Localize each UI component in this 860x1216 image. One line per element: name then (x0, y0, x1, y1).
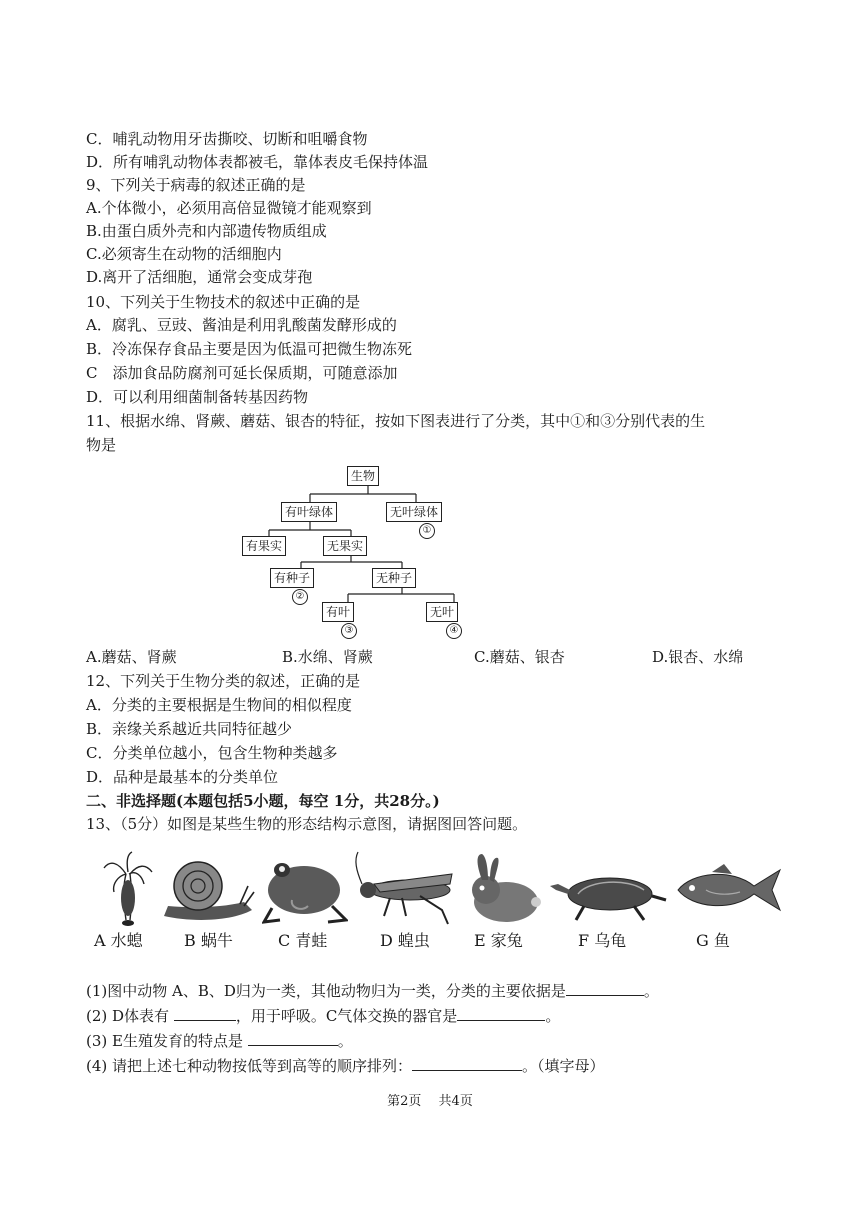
marker-4: ④ (446, 623, 462, 639)
question-10-option-a: A．腐乳、豆豉、酱油是利用乳酸菌发酵形成的 (86, 316, 397, 334)
q11-option-a: A.蘑菇、肾蕨 (86, 648, 177, 666)
frog-illustration (262, 850, 348, 928)
marker-3: ③ (341, 623, 357, 639)
sub-question-4 (86, 1055, 605, 1077)
locust-illustration (350, 850, 460, 928)
node-has-seed: 有种子 (270, 568, 314, 588)
node-no-seed: 无种子 (372, 568, 416, 588)
question-12-option-d: D．品种是最基本的分类单位 (86, 768, 279, 786)
question-12-option-a: A．分类的主要根据是生物间的相似程度 (86, 696, 352, 714)
classification-tree (234, 456, 494, 642)
q11-option-c: C.蘑菇、银杏 (474, 648, 565, 666)
caption-g-fish: G 鱼 (696, 931, 730, 950)
marker-1: ① (419, 523, 435, 539)
caption-c-frog: C 青蛙 (278, 931, 328, 950)
node-has-leaf: 有叶 (322, 602, 354, 622)
question-9-option-c: C.必须寄生在动物的活细胞内 (86, 245, 282, 263)
sub-question-3-text: (3) E生殖发育的特点是 (86, 1032, 243, 1050)
sub-question-2 (86, 1005, 560, 1027)
node-has-chlorophyll: 有叶绿体 (281, 502, 337, 522)
sub-question-2-mid: ，用于呼吸。C气体交换的器官是 (235, 1007, 458, 1025)
animal-illustrations (92, 850, 782, 930)
question-9-option-b: B.由蛋白质外壳和内部遗传物质组成 (86, 222, 327, 240)
sub-question-2-text: (2) D体表有 (86, 1007, 170, 1025)
fish-illustration (672, 850, 782, 928)
line-c-mammal-teeth: C．哺乳动物用牙齿撕咬、切断和咀嚼食物 (86, 130, 368, 148)
question-12-option-c: C．分类单位越小，包含生物种类越多 (86, 744, 338, 762)
node-has-fruit: 有果实 (242, 536, 286, 556)
question-12-option-b: B．亲缘关系越近共同特征越少 (86, 720, 293, 738)
question-9-option-a: A.个体微小，必须用高倍显微镜才能观察到 (86, 199, 372, 217)
question-11-cont: 物是 (86, 436, 117, 454)
question-10-option-c: C 添加食品防腐剂可延长保质期，可随意添加 (86, 364, 398, 382)
caption-b-snail: B 蜗牛 (184, 931, 233, 950)
caption-a-hydra: A 水螅 (94, 931, 143, 950)
caption-e-rabbit: E 家兔 (474, 931, 523, 950)
sub-question-3-end: 。 (337, 1032, 353, 1050)
hydra-illustration (96, 850, 156, 928)
question-10: 10、下列关于生物技术的叙述中正确的是 (86, 293, 361, 311)
question-10-option-d: D．可以利用细菌制备转基因药物 (86, 388, 309, 406)
sub-question-1 (86, 980, 659, 1002)
caption-d-locust: D 蝗虫 (380, 931, 430, 950)
q11-option-b: B.水绵、肾蕨 (282, 648, 373, 666)
node-no-leaf: 无叶 (426, 602, 458, 622)
question-12: 12、下列关于生物分类的叙述，正确的是 (86, 672, 361, 690)
question-9-option-d: D.离开了活细胞，通常会变成芽孢 (86, 268, 313, 286)
node-no-fruit: 无果实 (323, 536, 367, 556)
line-d-mammal-fur: D．所有哺乳动物体表都被毛，靠体表皮毛保持体温 (86, 153, 429, 171)
question-10-option-b: B．冷冻保存食品主要是因为低温可把微生物冻死 (86, 340, 413, 358)
turtle-illustration (548, 850, 668, 928)
answer-blank-1[interactable] (566, 981, 644, 996)
rabbit-illustration (464, 850, 544, 928)
sub-question-1-end: 。 (643, 982, 659, 1000)
sub-question-2-end: 。 (545, 1007, 561, 1025)
page-footer: 第2页 共4页 (387, 1094, 473, 1109)
question-11: 11、根据水绵、肾蕨、蘑菇、银杏的特征，按如下图表进行了分类，其中①和③分别代表的生 (86, 412, 706, 430)
answer-blank-2[interactable] (174, 1006, 236, 1021)
answer-blank-5[interactable] (412, 1056, 522, 1071)
sub-question-3 (86, 1030, 353, 1052)
sub-question-1-text: (1)图中动物 A、B、D归为一类，其他动物归为一类，分类的主要依据是 (86, 982, 566, 1000)
node-no-chlorophyll: 无叶绿体 (386, 502, 442, 522)
marker-2: ② (292, 589, 308, 605)
question-13: 13、（5分）如图是某些生物的形态结构示意图，请据图回答问题。 (86, 815, 528, 833)
q11-option-d: D.银杏、水绵 (652, 648, 744, 666)
sub-question-4-text: (4) 请把上述七种动物按低等到高等的顺序排列： (86, 1057, 413, 1075)
sub-question-4-end: 。（填字母） (522, 1057, 605, 1075)
answer-blank-3[interactable] (457, 1006, 545, 1021)
question-9: 9、下列关于病毒的叙述正确的是 (86, 176, 306, 194)
section-2-heading: 二、非选择题(本题包括5小题，每空 1分，共28分。) (86, 792, 440, 810)
snail-illustration (160, 850, 256, 928)
node-organism: 生物 (347, 466, 379, 486)
answer-blank-4[interactable] (248, 1031, 338, 1046)
caption-f-turtle: F 乌龟 (578, 931, 627, 950)
